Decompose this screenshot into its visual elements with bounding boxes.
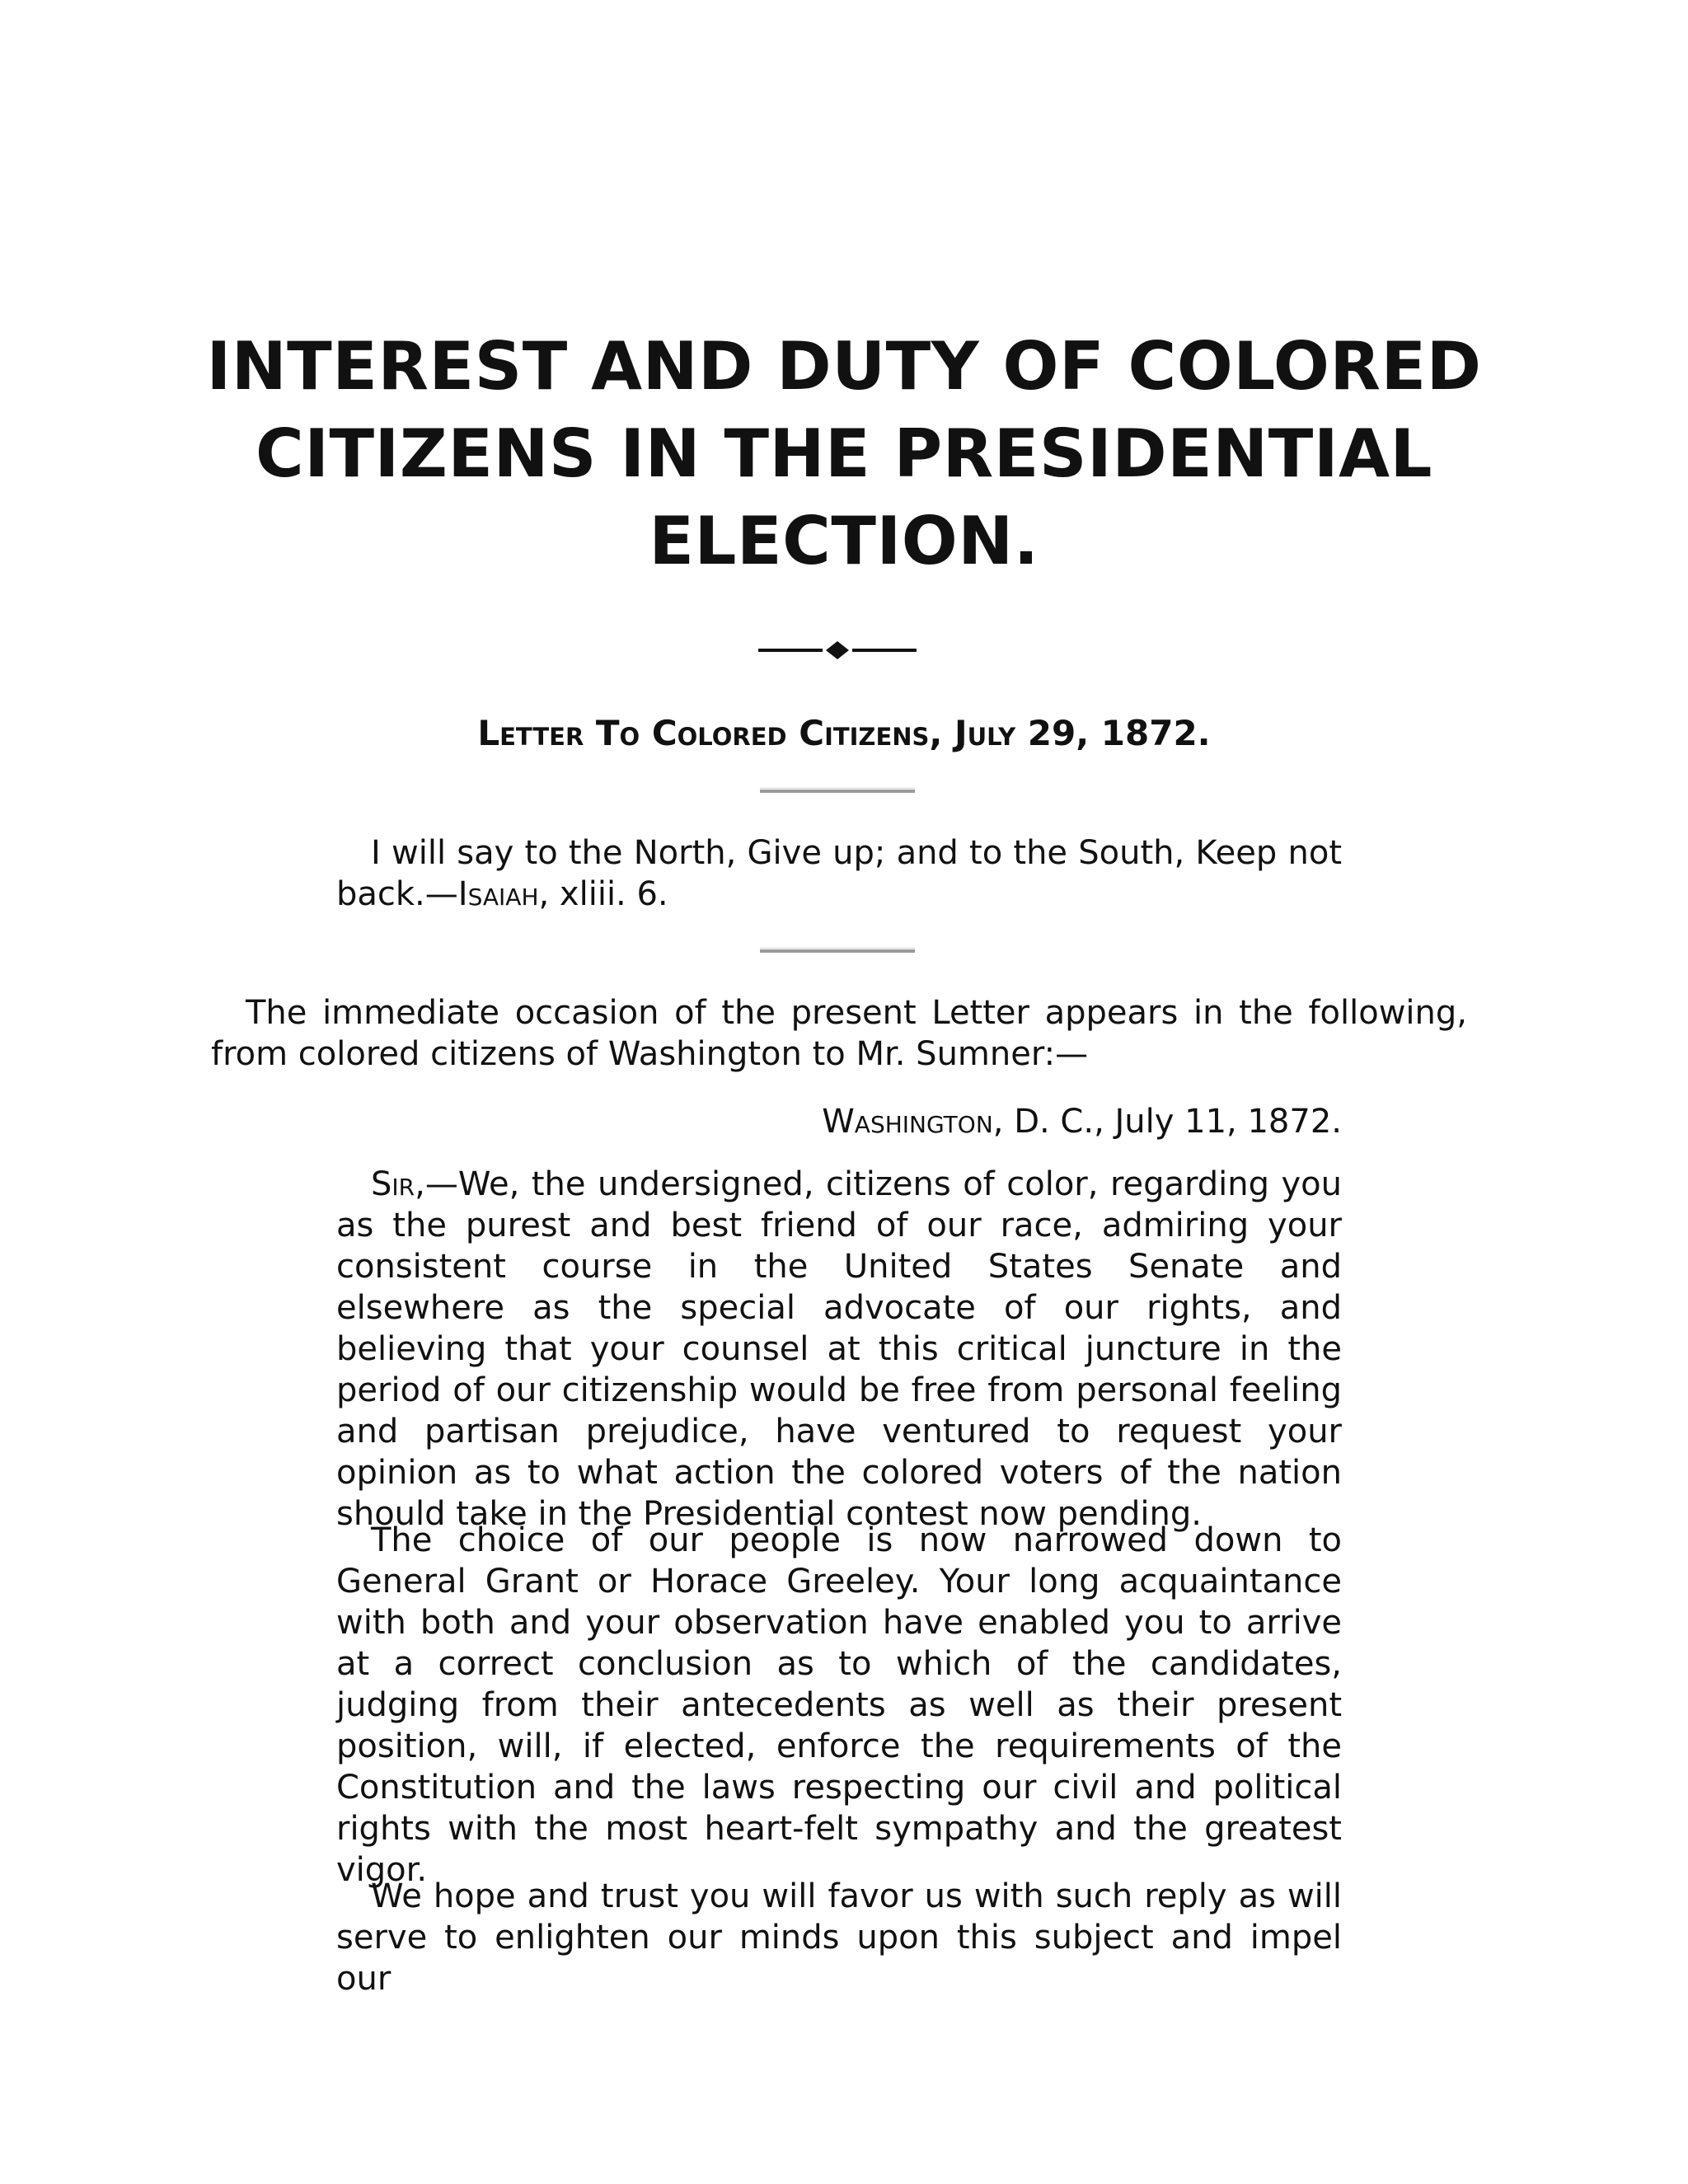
letter-salutation: Sir: [371, 1165, 415, 1203]
divider-rule: [760, 788, 915, 793]
divider-rule: [760, 948, 915, 953]
epigraph-reference: , xliii. 6.: [538, 875, 668, 913]
letter-heading: Letter To Colored Citizens, July 29, 1872.: [477, 713, 1211, 753]
letter-paragraph-text: ,—We, the undersigned, citizens of color, regarding you as the purest and best friend of our race, admiring your consistent course in the United States Senate and elsewhere as the special advocate of our rights, and believing that your counsel at this critical juncture in the period of our citizenship would be free from personal feeling and partisan prejudice, have ventured to request your opinion as to what action the colored voters of the nation should take in the Presidential contest now pending.: [336, 1165, 1342, 1533]
dateline-date: , D. C., July 11, 1872.: [992, 1103, 1342, 1141]
epigraph-source: Isaiah: [457, 875, 539, 913]
dateline-place: Washington: [822, 1103, 993, 1141]
letter-paragraph: We hope and trust you will favor us with such reply as will serve to enlighten our minds upon this subject and impel our: [336, 1877, 1342, 1998]
epigraph-text: I will say to the North, Give up; and to the South, Keep not back.—: [336, 834, 1342, 913]
page-title: INTEREST AND DUTY OF COLORED CITIZENS IN THE PRESIDENTIAL ELECTION.: [206, 328, 1482, 579]
letter-paragraph: [336, 1164, 1342, 1535]
letter-paragraph: The choice of our people is now narrowed down to General Grant or Horace Greeley. Your long acquaintance with both and your observation have enabled you to arrive at a correct conclusion as to which of the candidates, judging from their antecedents as well as their present position, will, if elected, enforce the requirements of the Constitution and the laws respecting our civil and political rights with the most heart-felt sympathy and the greatest vigor.: [336, 1521, 1342, 1889]
title-ornament: [758, 638, 917, 663]
intro-paragraph: The immediate occasion of the present Letter appears in the following, from colored citizens of Washington to Mr. Sumner:—: [211, 994, 1467, 1073]
dateline: [822, 1101, 1342, 1142]
epigraph: [336, 832, 1342, 915]
